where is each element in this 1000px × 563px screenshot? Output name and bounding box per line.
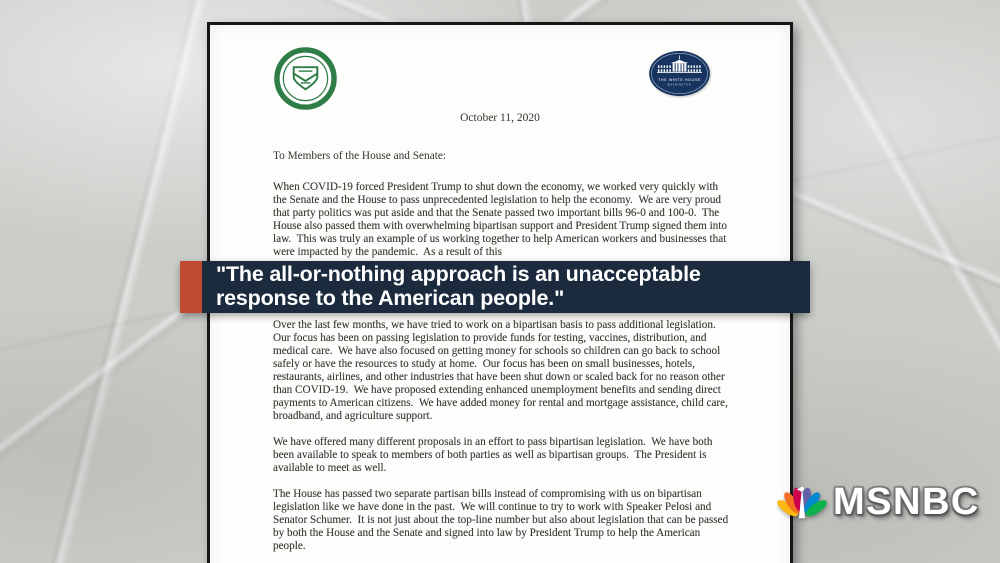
- letter-paragraph-2: Over the last few months, we have tried to work on a bipartisan basis to pass additional legislation. Our focus has been on passing legislation to provide funds for testing, vaccines, distribution, and medical care. We have also focused on getting money for schools so children can go back to school safely or have the resources to study at home. Our focus has been on small businesses, hotels, restaurants, airlines, and other industries that have been shut down or scaled back for no reason other than COVID-19. We have proposed extending enhanced unemployment benefits and sending direct payments to American citizens. We have added money for rental and mortgage assistance, child care, broadband, and agriculture support.: [273, 319, 731, 422]
- letter-paragraph-1: When COVID-19 forced President Trump to shut down the economy, we worked very quickly with the Senate and the House to pass unprecedented legislation to help the economy. We are very proud that party politics was put aside and that the Senate passed two important bills 96-0 and 100-0. The House also passed them with overwhelming bipartisan support and President Trump signed them into law. This was truly an example of us working together to help American workers and businesses that were impacted by the pandemic. As a result of this: [273, 181, 730, 258]
- nbc-peacock-icon: [774, 483, 830, 522]
- letter-date: October 11, 2020: [460, 112, 540, 124]
- treasury-seal-year: 1789: [300, 100, 311, 106]
- letter-paragraph-4: The House has passed two separate partisan bills instead of compromising with us on bipartisan legislation like we have done in the past. We will continue to try to work with Speaker Pelosi and Senator Schumer. It is not just about the top-line number but also about legislation that can be passed by both the House and the Senate and signed into law by President Trump to help the American people.: [273, 488, 731, 552]
- letter-body: [273, 181, 731, 563]
- quote-accent-bar: [180, 261, 202, 313]
- quote-panel: [202, 261, 810, 313]
- letter-paragraph-3: We have offered many different proposals in an effort to pass bipartisan legislation. We have both been available to speak to members of both parties as well as bipartisan groups. The President is available to meet as well.: [273, 436, 716, 474]
- white-house-seal-title: THE WHITE HOUSE: [658, 77, 701, 82]
- msnbc-bug: [774, 482, 980, 522]
- quote-line-1: "The all-or-nothing approach is an unacceptable: [216, 262, 701, 286]
- quote-line-2: response to the American people.": [216, 285, 565, 310]
- msnbc-wordmark: MSNBC: [833, 481, 980, 523]
- treasury-seal-icon: [274, 47, 337, 110]
- lower-third-quote: [180, 261, 810, 313]
- white-house-seal-subtitle: WASHINGTON: [667, 84, 692, 87]
- letter-salutation: To Members of the House and Senate:: [273, 150, 447, 162]
- white-house-seal-icon: [648, 50, 711, 97]
